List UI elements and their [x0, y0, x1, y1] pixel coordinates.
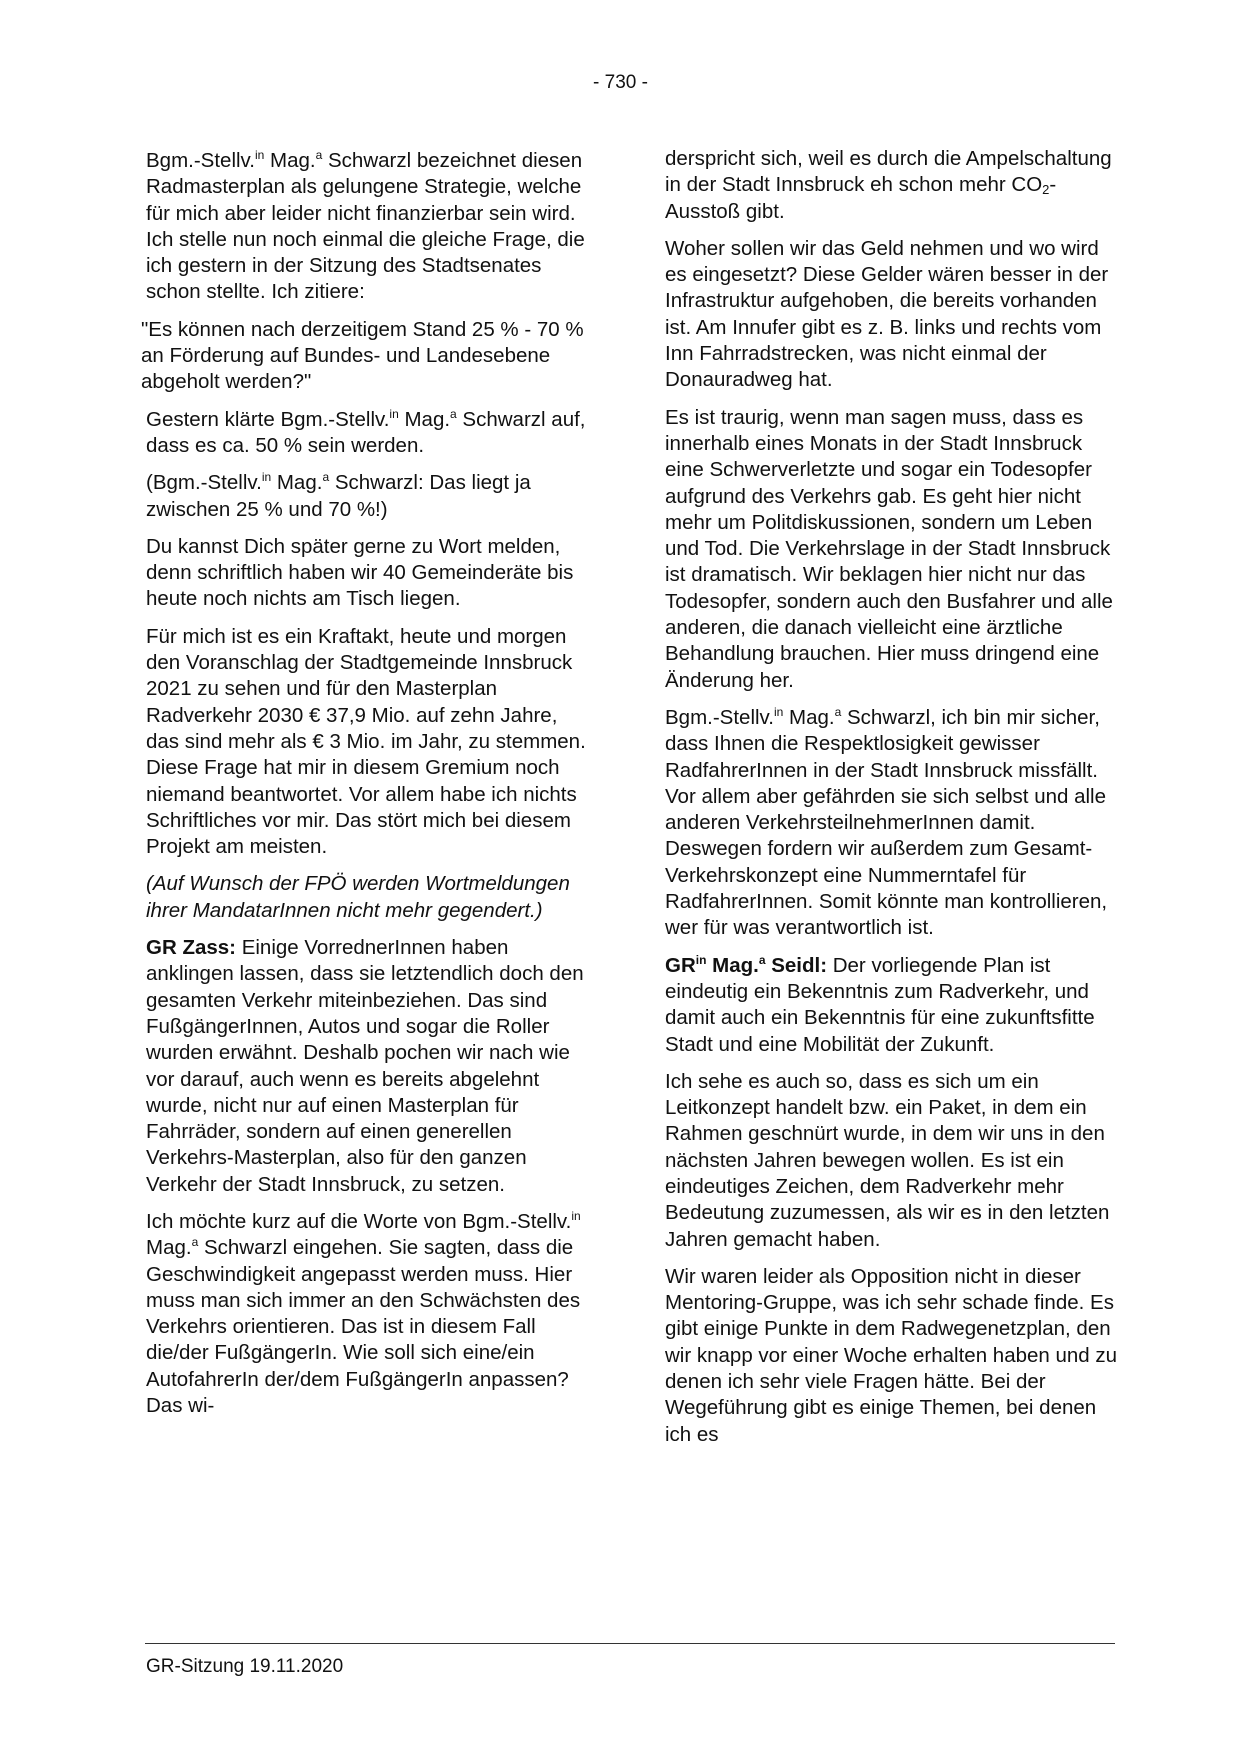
interjection-paragraph: (Bgm.-Stellv.$^{in}$ Mag.$^a$ Schwarzl: Das liegt ja zwischen 25 % und 70 %!): [146, 470, 531, 521]
speaker-paragraph: $GR^{in}$ Mag.$^a$ Seidl: Der vorliegende Plan ist eindeutig ein Bekenntnis zum Radverkehr, und damit auch ein Bekenntnis für eine zukunftsfitte Stadt und eine Mobilität der Zukunft.: [665, 952, 1095, 1056]
paragraph: Wir waren leider als Opposition nicht in dieser Mentoring-Gruppe, was ich sehr schade finde. Es gibt einige Punkte in dem Radwegenetzplan, den wir knapp vor einer Woche erhalten haben und zu denen ich sehr viele Fragen hätte. Bei der Wegeführung gibt es einige Themen, bei denen ich es: [665, 1264, 1118, 1446]
page-number: - 730 -: [593, 72, 648, 93]
quote-paragraph: "Es können nach derzeitigem Stand 25 % - 70 % an Förderung auf Bundes- und Landesebene abgeholt werden?": [141, 317, 584, 394]
footer-divider: [145, 1643, 1115, 1644]
paragraph: derspricht sich, weil es durch die Ampelschaltung in der Stadt Innsbruck eh schon mehr $CO_2$-Ausstoß gibt.: [665, 147, 1112, 223]
left-column: [141, 148, 596, 1430]
speaker-name: GR Zass:: [146, 936, 236, 960]
right-column: [665, 146, 1125, 1459]
paragraph: Ich sehe es auch so, dass es sich um ein Leitkonzept handelt bzw. ein Paket, in dem ein Rahmen geschnürt wurde, in dem wir uns in den nächsten Jahren bewegen wollen. Es ist ein eindeutiges Zeichen, dem Radverkehr mehr Bedeutung zuzumessen, als wir es in den letzten Jahren gemacht haben.: [665, 1069, 1110, 1251]
paragraph: Du kannst Dich später gerne zu Wort melden, denn schriftlich haben wir 40 Gemeinderäte bis heute noch nichts am Tisch liegen.: [146, 534, 574, 611]
paragraph: Bgm.-Stellv.$^{in}$ Mag.$^a$ Schwarzl, ich bin mir sicher, dass Ihnen die Respektlosigkeit gewisser RadfahrerInnen in der Stadt Innsbruck missfällt. Vor allem aber gefährden sie sich selbst und alle anderen VerkehrsteilnehmerInnen damit. Deswegen fordern wir außerdem zum Gesamt-Verkehrskonzept eine Nummerntafel für RadfahrerInnen. Somit könnte man kontrollieren, wer für was verantwortlich ist.: [665, 704, 1108, 940]
editorial-note: (Auf Wunsch der FPÖ werden Wortmeldungen ihrer MandatarInnen nicht mehr gegendert.): [146, 872, 570, 922]
speaker-paragraph: GR Zass: Einige VorrednerInnen haben anklingen lassen, dass sie letztendlich doch den gesamten Verkehr miteinbeziehen. Das sind FußgängerInnen, Autos und sogar die Roller wurden erwähnt. Deshalb pochen wir nach wie vor darauf, auch wenn es bereits abgelehnt wurde, nicht nur auf einen Masterplan für Fahrräder, sondern auf einen generellen Verkehrs-Masterplan, also für den ganzen Verkehr der Stadt Innsbruck, zu setzen.: [146, 936, 584, 1196]
paragraph: Ich möchte kurz auf die Worte von Bgm.-Stellv.$^{in}$ Mag.$^a$ Schwarzl eingehen. Sie sagten, dass die Geschwindigkeit angepasst werden muss. Hier muss man sich immer an den Schwächsten des Verkehrs orientieren. Das ist in diesem Fall die/der FußgängerIn. Wie soll sich eine/ein AutofahrerIn der/dem FußgängerIn anpassen? Das wi-: [146, 1208, 581, 1418]
speaker-name: $GR^{in}$ Mag.$^a$ Seidl:: [665, 952, 828, 977]
paragraph: Gestern klärte Bgm.-Stellv.$^{in}$ Mag.$^a$ Schwarzl auf, dass es ca. 50 % sein werden.: [146, 406, 586, 457]
footer-session-date: GR-Sitzung 19.11.2020: [146, 1656, 344, 1677]
paragraph: Es ist traurig, wenn man sagen muss, dass es innerhalb eines Monats in der Stadt Innsbruck eine Schwerverletzte und sogar ein Todesopfer aufgrund des Verkehrs gab. Es geht hier nicht mehr um Politdiskussionen, sondern um Leben und Tod. Die Verkehrslage in der Stadt Innsbruck ist dramatisch. Wir beklagen hier nicht nur das Todesopfer, sondern auch den Busfahrer und alle anderen, die danach vielleicht eine ärztliche Behandlung brauchen. Hier muss dringend eine Änderung her.: [665, 405, 1113, 692]
paragraph: Woher sollen wir das Geld nehmen und wo wird es eingesetzt? Diese Gelder wären besser in der Infrastruktur aufgehoben, die bereits vorhanden ist. Am Innufer gibt es z. B. links und rechts vom Inn Fahrradstrecken, was nicht einmal der Donauradweg hat.: [665, 236, 1109, 392]
paragraph: Bgm.-Stellv.$^{in}$ Mag.$^a$ Schwarzl bezeichnet diesen Radmasterplan als gelungene Strategie, welche für mich aber leider nicht finanzierbar sein wird. Ich stelle nun noch einmal die gleiche Frage, die ich gestern in der Sitzung des Stadtsenates schon stellte. Ich zitiere:: [146, 148, 585, 304]
paragraph: Für mich ist es ein Kraftakt, heute und morgen den Voranschlag der Stadtgemeinde Innsbruck 2021 zu sehen und für den Masterplan Radverkehr 2030 € 37,9 Mio. auf zehn Jahre, das sind mehr als € 3 Mio. im Jahr, zu stemmen. Diese Frage hat mir in diesem Gremium noch niemand beantwortet. Vor allem habe ich nichts Schriftliches vor mir. Das stört mich bei diesem Projekt am meisten.: [146, 624, 586, 859]
